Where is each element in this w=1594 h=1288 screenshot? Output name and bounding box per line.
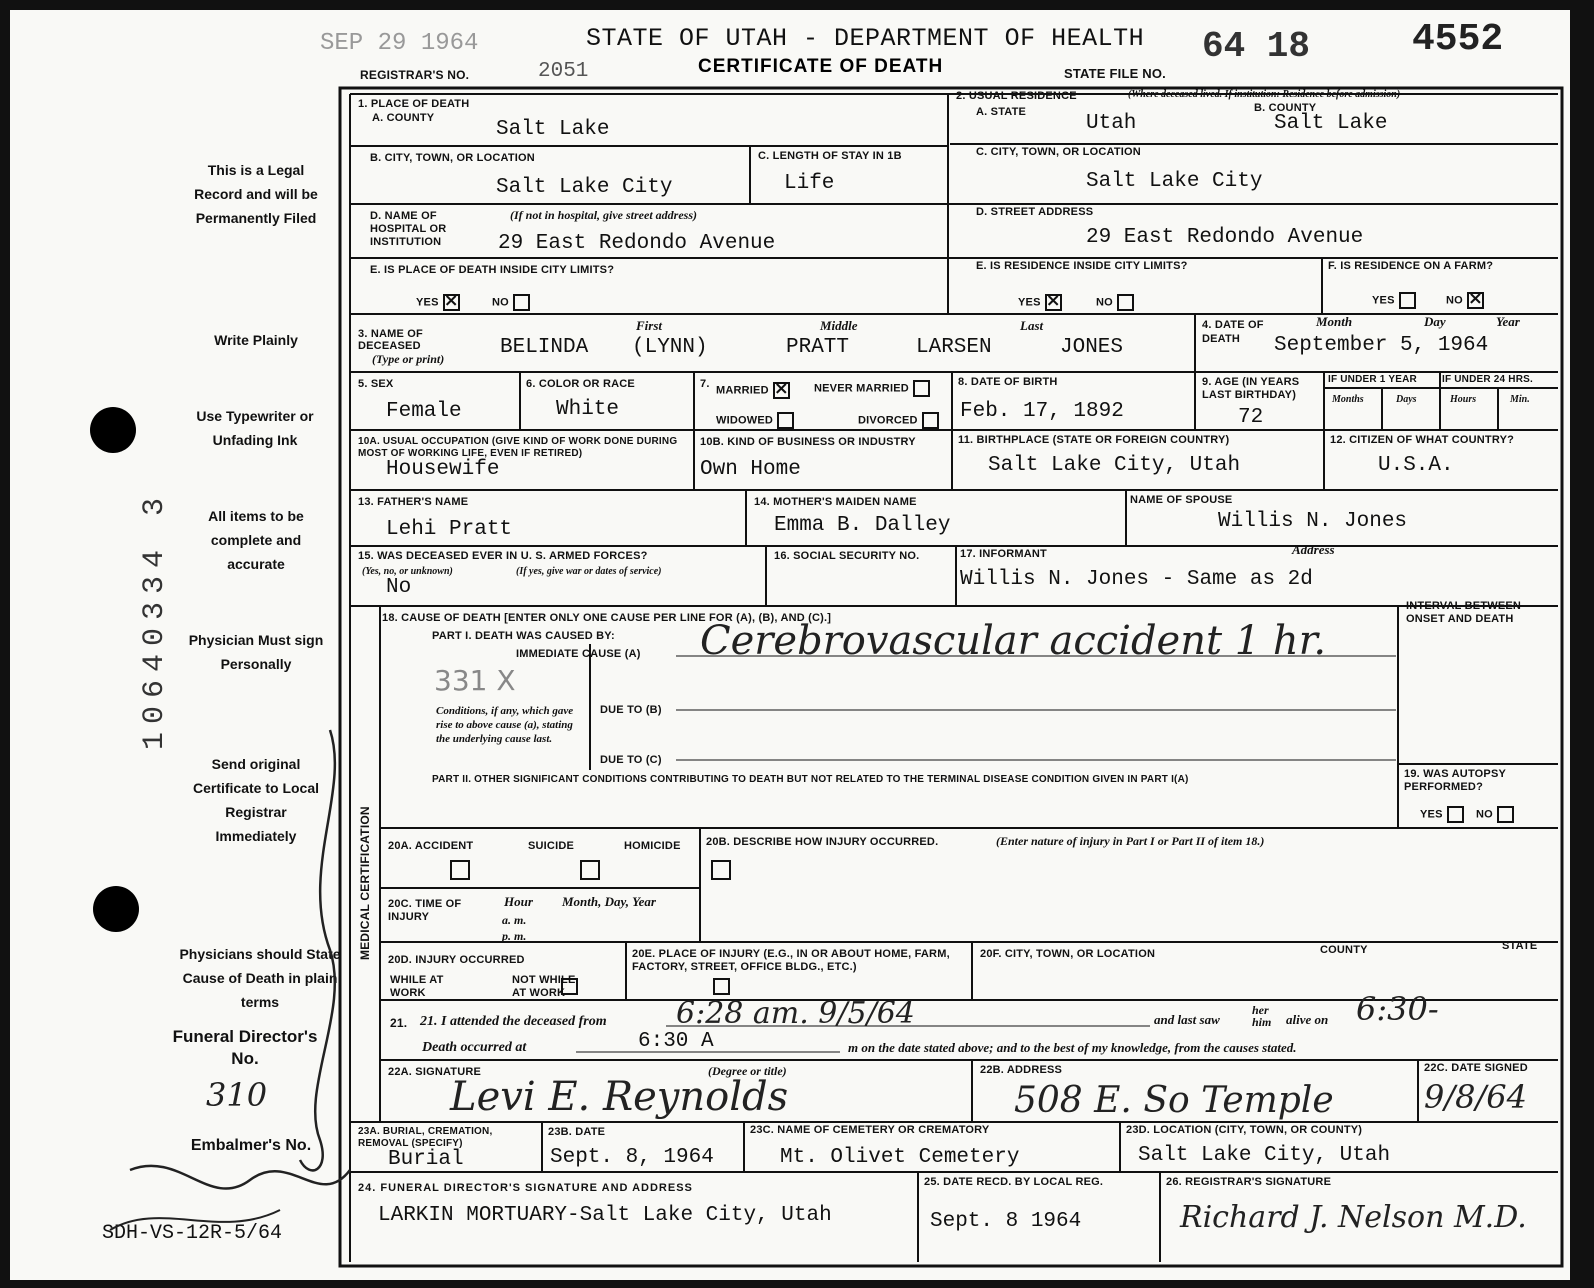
sex: Female	[386, 400, 462, 423]
death-county-label: A. COUNTY	[372, 112, 435, 124]
mother-label: 14. MOTHER'S MAIDEN NAME	[754, 496, 917, 508]
part-2-label: PART II. OTHER SIGNIFICANT CONDITIONS CONTRIBUTING TO DEATH BUT NOT RELATED TO THE TERMINAL DISEASE CONDITION GIVEN IN PART I(A)	[432, 774, 1189, 785]
registrar-signature-label: 26. REGISTRAR'S SIGNATURE	[1166, 1176, 1332, 1188]
maiden-name: LARSEN	[916, 336, 992, 359]
vertical-serial-number: 10640334 3	[138, 490, 172, 751]
note-send-original: Send original Certificate to Local Registrar Immediately	[192, 756, 320, 844]
informant: Willis N. Jones - Same as 2d	[960, 568, 1313, 591]
mother-name: Emma B. Dalley	[774, 514, 951, 537]
alive-on-value: 6:30-	[1356, 990, 1439, 1028]
state-file-number: 64 18	[1202, 26, 1311, 67]
death-city-label: B. CITY, TOWN, OR LOCATION	[370, 152, 535, 164]
death-inside-yes: YES×	[416, 294, 460, 311]
funeral-director: LARKIN MORTUARY-Salt Lake City, Utah	[378, 1204, 832, 1227]
death-inside-no: NO	[492, 294, 530, 311]
degree-label: (Degree or title)	[708, 1064, 787, 1078]
father-label: 13. FATHER'S NAME	[358, 496, 469, 508]
burial-date: Sept. 8, 1964	[550, 1146, 714, 1169]
part-1-label: PART I. DEATH WAS CAUSED BY:	[432, 630, 615, 642]
date-signed-label: 22C. DATE SIGNED	[1424, 1062, 1528, 1074]
farm-label: F. IS RESIDENCE ON A FARM?	[1328, 260, 1494, 272]
marital-7: 7.	[700, 378, 710, 390]
hospital-name: 29 East Redondo Avenue	[498, 232, 776, 255]
autopsy-yes: YES	[1420, 806, 1464, 823]
armed-note-1: (Yes, no, or unknown)	[362, 566, 453, 577]
medical-certification-label: MEDICAL CERTIFICATION	[358, 806, 372, 960]
residence-city-label: C. CITY, TOWN, OR LOCATION	[976, 146, 1141, 158]
cemetery-label: 23C. NAME OF CEMETERY OR CREMATORY	[750, 1124, 990, 1136]
length-of-stay: Life	[784, 172, 835, 195]
never-married-option: NEVER MARRIED	[814, 380, 930, 397]
burial-date-label: 23B. DATE	[548, 1126, 606, 1138]
suicide-label: SUICIDE	[528, 840, 575, 852]
residence-state: Utah	[1086, 112, 1137, 135]
note-state-cause: Physicians should State Cause of Death in plain terms	[179, 946, 341, 1010]
race-label: 6. COLOR OR RACE	[526, 378, 635, 390]
nickname: (LYNN)	[632, 336, 708, 359]
death-county: Salt Lake	[496, 118, 610, 141]
injury-county-label: COUNTY	[1320, 944, 1368, 956]
funeral-director-label: Funeral Director's No.	[172, 1027, 318, 1068]
date-received: Sept. 8 1964	[930, 1210, 1082, 1233]
conditions-note: Conditions, if any, which gave rise to above cause (a), stating the underlying cause last.	[436, 705, 574, 745]
signature-label: 22A. SIGNATURE	[388, 1066, 482, 1078]
residence-label: 2. USUAL RESIDENCE	[956, 90, 1077, 102]
am-pm-label: a. m. p. m.	[502, 913, 527, 943]
embalmer-label: Embalmer's No.	[190, 1137, 312, 1154]
autopsy-label: 19. WAS AUTOPSY PERFORMED?	[1404, 768, 1506, 793]
months-label: Months	[1332, 394, 1364, 405]
burial-label: 23A. BURIAL, CREMATION, REMOVAL (SPECIFY)	[358, 1126, 493, 1149]
hospital-label: D. NAME OF HOSPITAL OR INSTITUTION	[370, 210, 447, 248]
received-stamp: SEP 29 1964	[320, 30, 479, 57]
note-legal-record: This is a Legal Record and will be Permanently Filed	[194, 162, 318, 226]
business-label: 10B. KIND OF BUSINESS OR INDUSTRY	[700, 436, 916, 448]
death-occurred-label: Death occurred at	[422, 1040, 527, 1055]
note-write-plainly: Write Plainly	[214, 332, 298, 348]
certificate-subtitle: CERTIFICATE OF DEATH	[698, 56, 944, 77]
ssn-label: 16. SOCIAL SECURITY NO.	[774, 550, 920, 562]
attendance-21: 21.	[390, 1016, 408, 1030]
birthplace-label: 11. BIRTHPLACE (STATE OR FOREIGN COUNTRY)	[958, 434, 1230, 446]
left-signatures	[100, 710, 360, 1250]
homicide-label: HOMICIDE	[624, 840, 681, 852]
street-address-label: D. STREET ADDRESS	[976, 206, 1094, 218]
immediate-cause-label: IMMEDIATE CAUSE (A)	[516, 648, 641, 660]
registrar-signature: Richard J. Nelson M.D.	[1180, 1200, 1527, 1235]
length-of-stay-label: C. LENGTH OF STAY IN 1B	[758, 150, 902, 162]
funeral-director-number: 310	[206, 1076, 268, 1114]
residence-city: Salt Lake City	[1086, 170, 1263, 193]
day-label: Day	[1424, 314, 1446, 329]
suicide-checkbox	[580, 860, 600, 880]
death-statement: m on the date stated above; and to the best of my knowledge, from the causes stated.	[848, 1040, 1297, 1055]
cause-of-death-label: 18. CAUSE OF DEATH [ENTER ONLY ONE CAUSE PER LINE FOR (A), (B), AND (C).]	[382, 612, 832, 624]
funeral-director-sig-label: 24. FUNERAL DIRECTOR'S SIGNATURE AND ADDRESS	[358, 1182, 693, 1194]
her-him-label: her him	[1252, 1003, 1272, 1029]
registrar-label: REGISTRAR'S NO.	[360, 68, 470, 82]
under-24-hrs-label: IF UNDER 24 HRS.	[1442, 374, 1533, 385]
attended-label: 21. I attended the deceased from	[420, 1014, 607, 1029]
injury-occurred-label: 20D. INJURY OCCURRED	[388, 954, 525, 966]
date-of-death-label: 4. DATE OF DEATH	[1202, 319, 1264, 345]
cemetery-name: Mt. Olivet Cemetery	[780, 1146, 1020, 1169]
death-occurred-time: 6:30 A	[638, 1030, 714, 1053]
physician-address: 508 E. So Temple	[1014, 1080, 1334, 1121]
accident-label: 20A. ACCIDENT	[388, 840, 474, 852]
interval-label: INTERVAL BETWEEN ONSET AND DEATH	[1406, 600, 1522, 625]
married-option: MARRIED×	[716, 382, 790, 399]
farm-no: NO×	[1446, 292, 1484, 309]
days-label: Days	[1396, 394, 1417, 405]
street-address: 29 East Redondo Avenue	[1086, 226, 1364, 249]
birth-date-label: 8. DATE OF BIRTH	[958, 376, 1058, 388]
armed-forces-label: 15. WAS DECEASED EVER IN U. S. ARMED FORCES?	[358, 550, 648, 562]
armed-forces: No	[386, 576, 412, 599]
first-name: BELINDA	[500, 336, 589, 359]
note-typewriter: Use Typewriter or Unfading Ink	[196, 408, 314, 448]
spouse-label: NAME OF SPOUSE	[1130, 494, 1233, 506]
homicide-checkbox	[711, 860, 731, 880]
informant-label: 17. INFORMANT	[960, 548, 1047, 560]
alive-on-label: alive on	[1286, 1012, 1329, 1027]
month-day-year-label: Month, Day, Year	[562, 894, 656, 909]
occupation: Housewife	[386, 458, 500, 481]
hospital-note: (If not in hospital, give street address)	[510, 208, 698, 222]
father-name: Lehi Pratt	[386, 518, 513, 541]
last-saw-label: and last saw	[1154, 1012, 1220, 1027]
farm-yes: YES	[1372, 292, 1416, 309]
place-of-injury-label: 20E. PLACE OF INJURY (E.G., IN OR ABOUT HOME, FARM, FACTORY, STREET, OFFICE BLDG., ETC.)	[632, 948, 950, 973]
birthplace: Salt Lake City, Utah	[988, 454, 1241, 477]
year-label: Year	[1496, 314, 1520, 329]
note-complete: All items to be complete and accurate	[208, 508, 304, 572]
injury-description-note: (Enter nature of injury in Part I or Part II of item 18.)	[996, 834, 1265, 848]
page-title: STATE OF UTAH - DEPARTMENT OF HEALTH	[586, 24, 1145, 53]
registrar-number: 2051	[538, 60, 589, 83]
injury-state-label: STATE	[1502, 940, 1538, 952]
certificate-number: 4552	[1412, 18, 1504, 61]
hour-label: Hour	[504, 894, 533, 909]
under-1-year-label: IF UNDER 1 YEAR	[1328, 374, 1417, 385]
type-or-print-note: (Type or print)	[372, 352, 445, 366]
residence-state-label: A. STATE	[976, 106, 1027, 118]
last-name: JONES	[1060, 336, 1124, 359]
physician-address-label: 22B. ADDRESS	[980, 1064, 1063, 1076]
autopsy-no: NO	[1476, 806, 1514, 823]
state-file-label: STATE FILE NO.	[1064, 66, 1166, 81]
last-name-label: Last	[1020, 318, 1044, 333]
immediate-cause-value: Cerebrovascular accident 1 hr.	[700, 618, 1327, 664]
sex-label: 5. SEX	[358, 378, 394, 390]
first-name-label: First	[636, 318, 663, 333]
occupation-label: 10A. USUAL OCCUPATION (GIVE KIND OF WORK DONE DURING MOST OF WORKING LIFE, EVEN IF RETIRED)	[358, 436, 678, 459]
residence-county: Salt Lake	[1274, 112, 1388, 135]
certificate-paper	[10, 10, 1570, 1280]
citizen-label: 12. CITIZEN OF WHAT COUNTRY?	[1330, 434, 1515, 446]
armed-note-2: (If yes, give war or dates of service)	[516, 566, 662, 577]
date-of-death: September 5, 1964	[1274, 334, 1489, 357]
race: White	[556, 398, 620, 421]
note-physician: Physician Must sign Personally	[188, 632, 324, 672]
time-of-injury-label: 20C. TIME OF INJURY	[388, 898, 462, 923]
informant-address-label: Address	[1292, 542, 1335, 557]
spouse-name: Willis N. Jones	[1218, 510, 1408, 533]
place-of-death-label: 1. PLACE OF DEATH	[358, 98, 470, 110]
business: Own Home	[700, 458, 801, 481]
age: 72	[1238, 406, 1264, 429]
cause-code: 331 X	[434, 664, 516, 697]
residence-inside-no: NO	[1096, 294, 1134, 311]
burial-location: Salt Lake City, Utah	[1138, 1144, 1391, 1167]
not-at-work-checkbox	[713, 978, 730, 995]
burial-method: Burial	[388, 1148, 464, 1171]
while-at-work-label: WHILE AT WORK	[390, 974, 444, 999]
residence-inside-yes: YES×	[1018, 294, 1062, 311]
month-label: Month	[1316, 314, 1353, 329]
death-inside-limits-label: E. IS PLACE OF DEATH INSIDE CITY LIMITS?	[370, 264, 615, 276]
minutes-label: Min.	[1510, 394, 1530, 405]
accident-checkbox	[450, 860, 470, 880]
not-at-work-label: NOT WHILE AT WORK	[512, 974, 576, 999]
middle-name-label: Middle	[820, 318, 858, 333]
form-code: SDH-VS-12R-5/64	[102, 1222, 283, 1245]
due-to-c-label: DUE TO (C)	[600, 754, 662, 766]
residence-county-label: B. COUNTY	[1254, 102, 1317, 114]
deceased-name-label: 3. NAME OF DECEASED	[358, 328, 423, 352]
burial-location-label: 23D. LOCATION (CITY, TOWN, OR COUNTY)	[1126, 1124, 1363, 1136]
due-to-b-label: DUE TO (B)	[600, 704, 662, 716]
residence-note: (Where deceased lived. If institution: Residence before admission)	[1128, 89, 1401, 100]
injury-city-label: 20F. CITY, TOWN, OR LOCATION	[980, 948, 1156, 960]
death-city: Salt Lake City	[496, 176, 673, 199]
attended-from: 6:28 am. 9/5/64	[676, 996, 915, 1031]
date-received-label: 25. DATE RECD. BY LOCAL REG.	[924, 1176, 1104, 1188]
citizen: U.S.A.	[1378, 454, 1454, 477]
date-signed: 9/8/64	[1424, 1078, 1527, 1116]
divorced-option: DIVORCED	[858, 412, 939, 429]
widowed-option: WIDOWED	[716, 412, 794, 429]
birth-date: Feb. 17, 1892	[960, 400, 1124, 423]
age-label: 9. AGE (IN YEARS LAST BIRTHDAY)	[1202, 376, 1300, 401]
residence-inside-limits-label: E. IS RESIDENCE INSIDE CITY LIMITS?	[976, 260, 1188, 272]
binder-hole-top	[90, 407, 136, 453]
middle-name: PRATT	[786, 336, 850, 359]
hours-label: Hours	[1450, 394, 1477, 405]
injury-description-label: 20B. DESCRIBE HOW INJURY OCCURRED.	[706, 836, 939, 848]
physician-signature: Levi E. Reynolds	[450, 1074, 789, 1120]
